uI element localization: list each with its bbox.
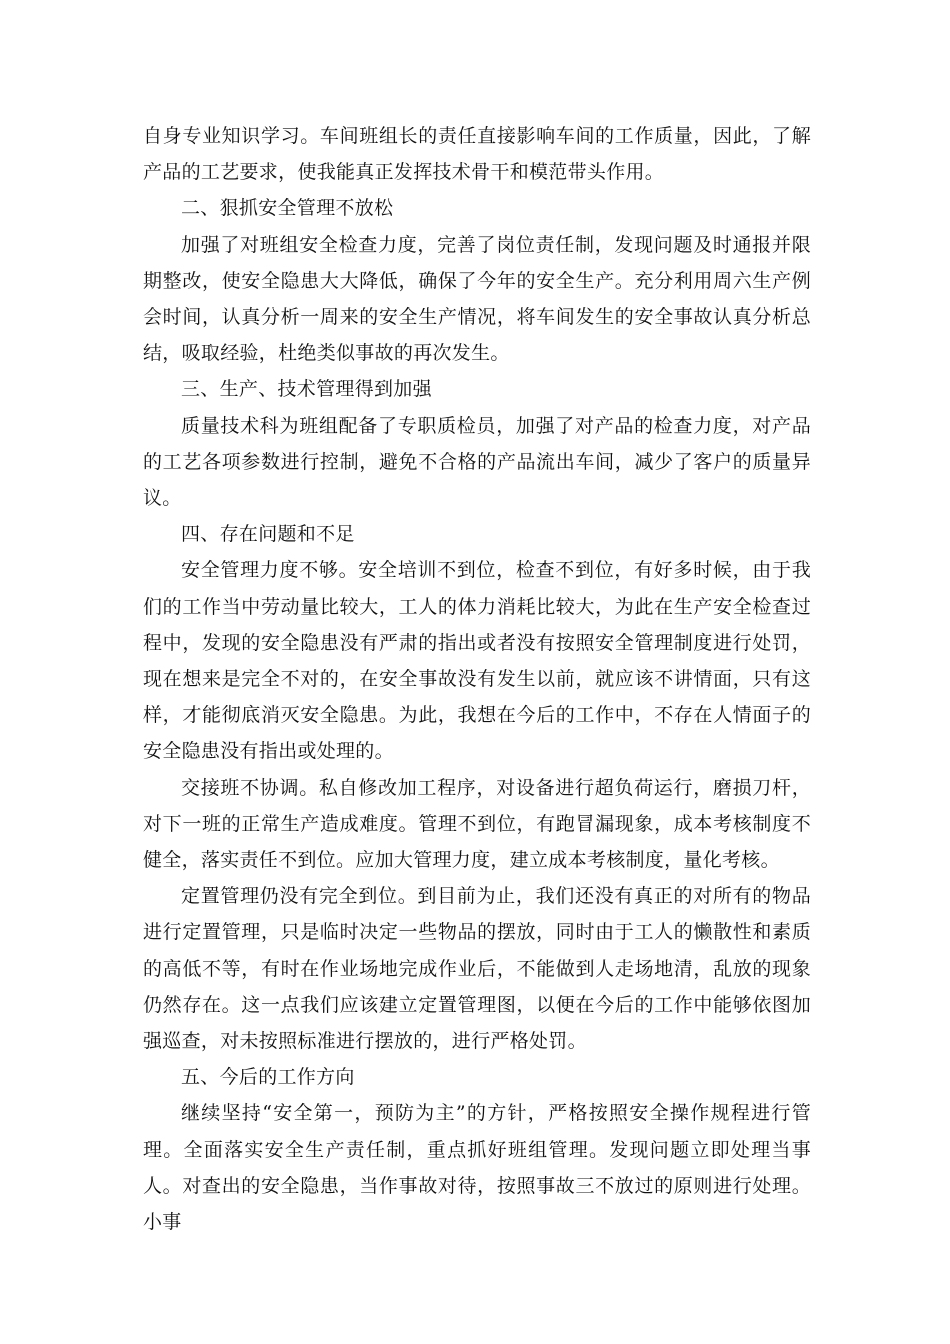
section-heading-4: 四、存在问题和不足 (181, 523, 355, 546)
paragraph-shift-handover-issue: 交接班不协调。私自修改加工程序，对设备进行超负荷运行，磨损刀杆，对下一班的正常生产造成难度。管理不到位，有跑冒漏现象，成本考核制度不健全，落实责任不到位。应加大管理力度，建立成本考核制度，量化考核。 (143, 776, 811, 872)
paragraph-safety-inspection: 加强了对班组安全检查力度，完善了岗位责任制，发现问题及时通报并限期整改，使安全隐患大大降低，确保了今年的安全生产。充分利用周六生产例会时间，认真分析一周来的安全生产情况，将车间发生的安全事故认真分析总结，吸取经验，杜绝类似事故的再次发生。 (143, 233, 811, 365)
document-body (143, 118, 811, 1240)
paragraph-safety-management-issue: 安全管理力度不够。安全培训不到位，检查不到位，有好多时候，由于我们的工作当中劳动量比较大，工人的体力消耗比较大，为此在生产安全检查过程中，发现的安全隐患没有严肃的指出或者没有按照安全管理制度进行处罚，现在想来是完全不对的，在安全事故没有发生以前，就应该不讲情面，只有这样，才能彻底消灭安全隐患。为此，我想在今后的工作中，不存在人情面子的安全隐患没有指出或处理的。 (143, 559, 811, 763)
section-heading-2: 二、狠抓安全管理不放松 (181, 197, 394, 220)
section-heading-3: 三、生产、技术管理得到加强 (181, 378, 432, 401)
paragraph-quality-inspection: 质量技术科为班组配备了专职质检员，加强了对产品的检查力度，对产品的工艺各项参数进行控制，避免不合格的产品流出车间，减少了客户的质量异议。 (143, 414, 811, 510)
paragraph-continued: 自身专业知识学习。车间班组长的责任直接影响车间的工作质量，因此，了解产品的工艺要求，使我能真正发挥技术骨干和模范带头作用。 (143, 125, 811, 184)
paragraph-placement-management-issue: 定置管理仍没有完全到位。到目前为止，我们还没有真正的对所有的物品进行定置管理，只是临时决定一些物品的摆放，同时由于工人的懒散性和素质的高低不等，有时在作业场地完成作业后，不能做到人走场地清，乱放的现象仍然存在。这一点我们应该建立定置管理图，以便在今后的工作中能够依图加强巡查，对未按照标准进行摆放的，进行严格处罚。 (143, 885, 811, 1053)
paragraph-future-direction: 继续坚持“安全第一，预防为主”的方针，严格按照安全操作规程进行管理。全面落实安全生产责任制，重点抓好班组管理。发现问题立即处理当事人。对查出的安全隐患，当作事故对待，按照事故三不放过的原则进行处理。小事 (143, 1102, 811, 1234)
section-heading-5: 五、今后的工作方向 (181, 1066, 355, 1089)
